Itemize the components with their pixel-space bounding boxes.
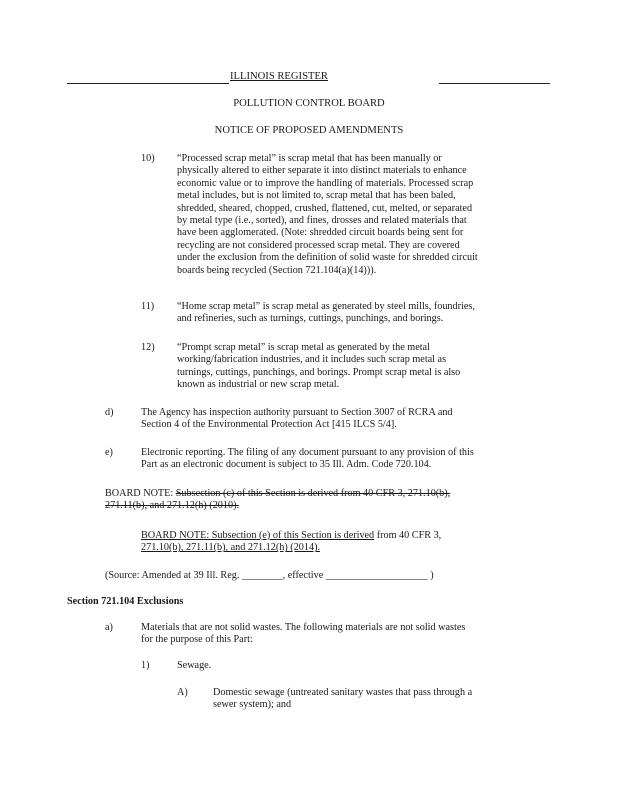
header-rule-right bbox=[439, 83, 550, 84]
item-10-number: 10) bbox=[141, 153, 155, 164]
section-heading: Section 721.104 Exclusions bbox=[67, 596, 184, 607]
register-title: ILLINOIS REGISTER bbox=[230, 71, 328, 82]
subsection-a-text: Materials that are not solid wastes. The following materials are not solid wastes for the purpose of this Part: bbox=[141, 622, 466, 646]
item-A-text: Domestic sewage (untreated sanitary wastes that pass through a sewer system); and bbox=[213, 687, 473, 711]
subsection-e-text: Electronic reporting. The filing of any document pursuant to any provision of this Part as an electronic document is subject to 35 Ill. Adm. Code 720.104. bbox=[141, 447, 474, 471]
board-note-old: BOARD NOTE: Subsection (c) of this Section is derived from 40 CFR 3, 271.10(b), 271.11(b), and 271.12(h) (2010). bbox=[105, 488, 451, 512]
header-rule-left bbox=[67, 83, 229, 84]
item-11-text: “Home scrap metal” is scrap metal as generated by steel mills, foundries, and refineries, such as turnings, cuttings, punchings, and borings. bbox=[177, 301, 475, 325]
item-11-number: 11) bbox=[141, 301, 155, 312]
subsection-a-letter: a) bbox=[105, 622, 113, 633]
subsection-d-letter: d) bbox=[105, 407, 114, 418]
item-12-text: “Prompt scrap metal” is scrap metal as generated by the metal working/fabrication industries, and it includes such scrap metal as turnings, cuttings, punchings, and borings. Prompt scrap metal is also known as industrial or new scrap metal. bbox=[177, 342, 461, 391]
item-1-text: Sewage. bbox=[177, 660, 212, 671]
item-A-letter: A) bbox=[177, 687, 188, 698]
board-heading: POLLUTION CONTROL BOARD bbox=[233, 98, 385, 109]
subsection-d-text: The Agency has inspection authority pursuant to Section 3007 of RCRA and Section 4 of the Environmental Protection Act [415 ILCS 5/4]. bbox=[141, 407, 453, 431]
item-12-number: 12) bbox=[141, 342, 155, 353]
notice-heading: NOTICE OF PROPOSED AMENDMENTS bbox=[214, 125, 404, 136]
board-note-new: BOARD NOTE: Subsection (e) of this Section is derived from 40 CFR 3, 271.10(b), 271.11(b), and 271.12(h) (2014). bbox=[141, 530, 442, 554]
item-10-text: “Processed scrap metal” is scrap metal that has been manually or physically altered to either separate it into distinct materials to enhance economic value or to improve the handling of materials. Processed scrap metal includes, but is not limited to, scrap metal that has been baled, shredded, sheared, chopped, crushed, flattened, cut, melted, or separated by metal type (i.e., sorted), and fines, drosses and related materials that have been agglomerated. (Note: shredded circuit boards being sent for recycling are not considered processed scrap metal. They are covered under the exclusion from the definition of solid waste for shredded circuit boards being recycled (Section 721.104(a)(14))). bbox=[177, 153, 478, 276]
subsection-e-letter: e) bbox=[105, 447, 113, 458]
source-line: (Source: Amended at 39 Ill. Reg. ________, effective ____________________ ) bbox=[105, 570, 434, 581]
item-1-number: 1) bbox=[141, 660, 150, 671]
